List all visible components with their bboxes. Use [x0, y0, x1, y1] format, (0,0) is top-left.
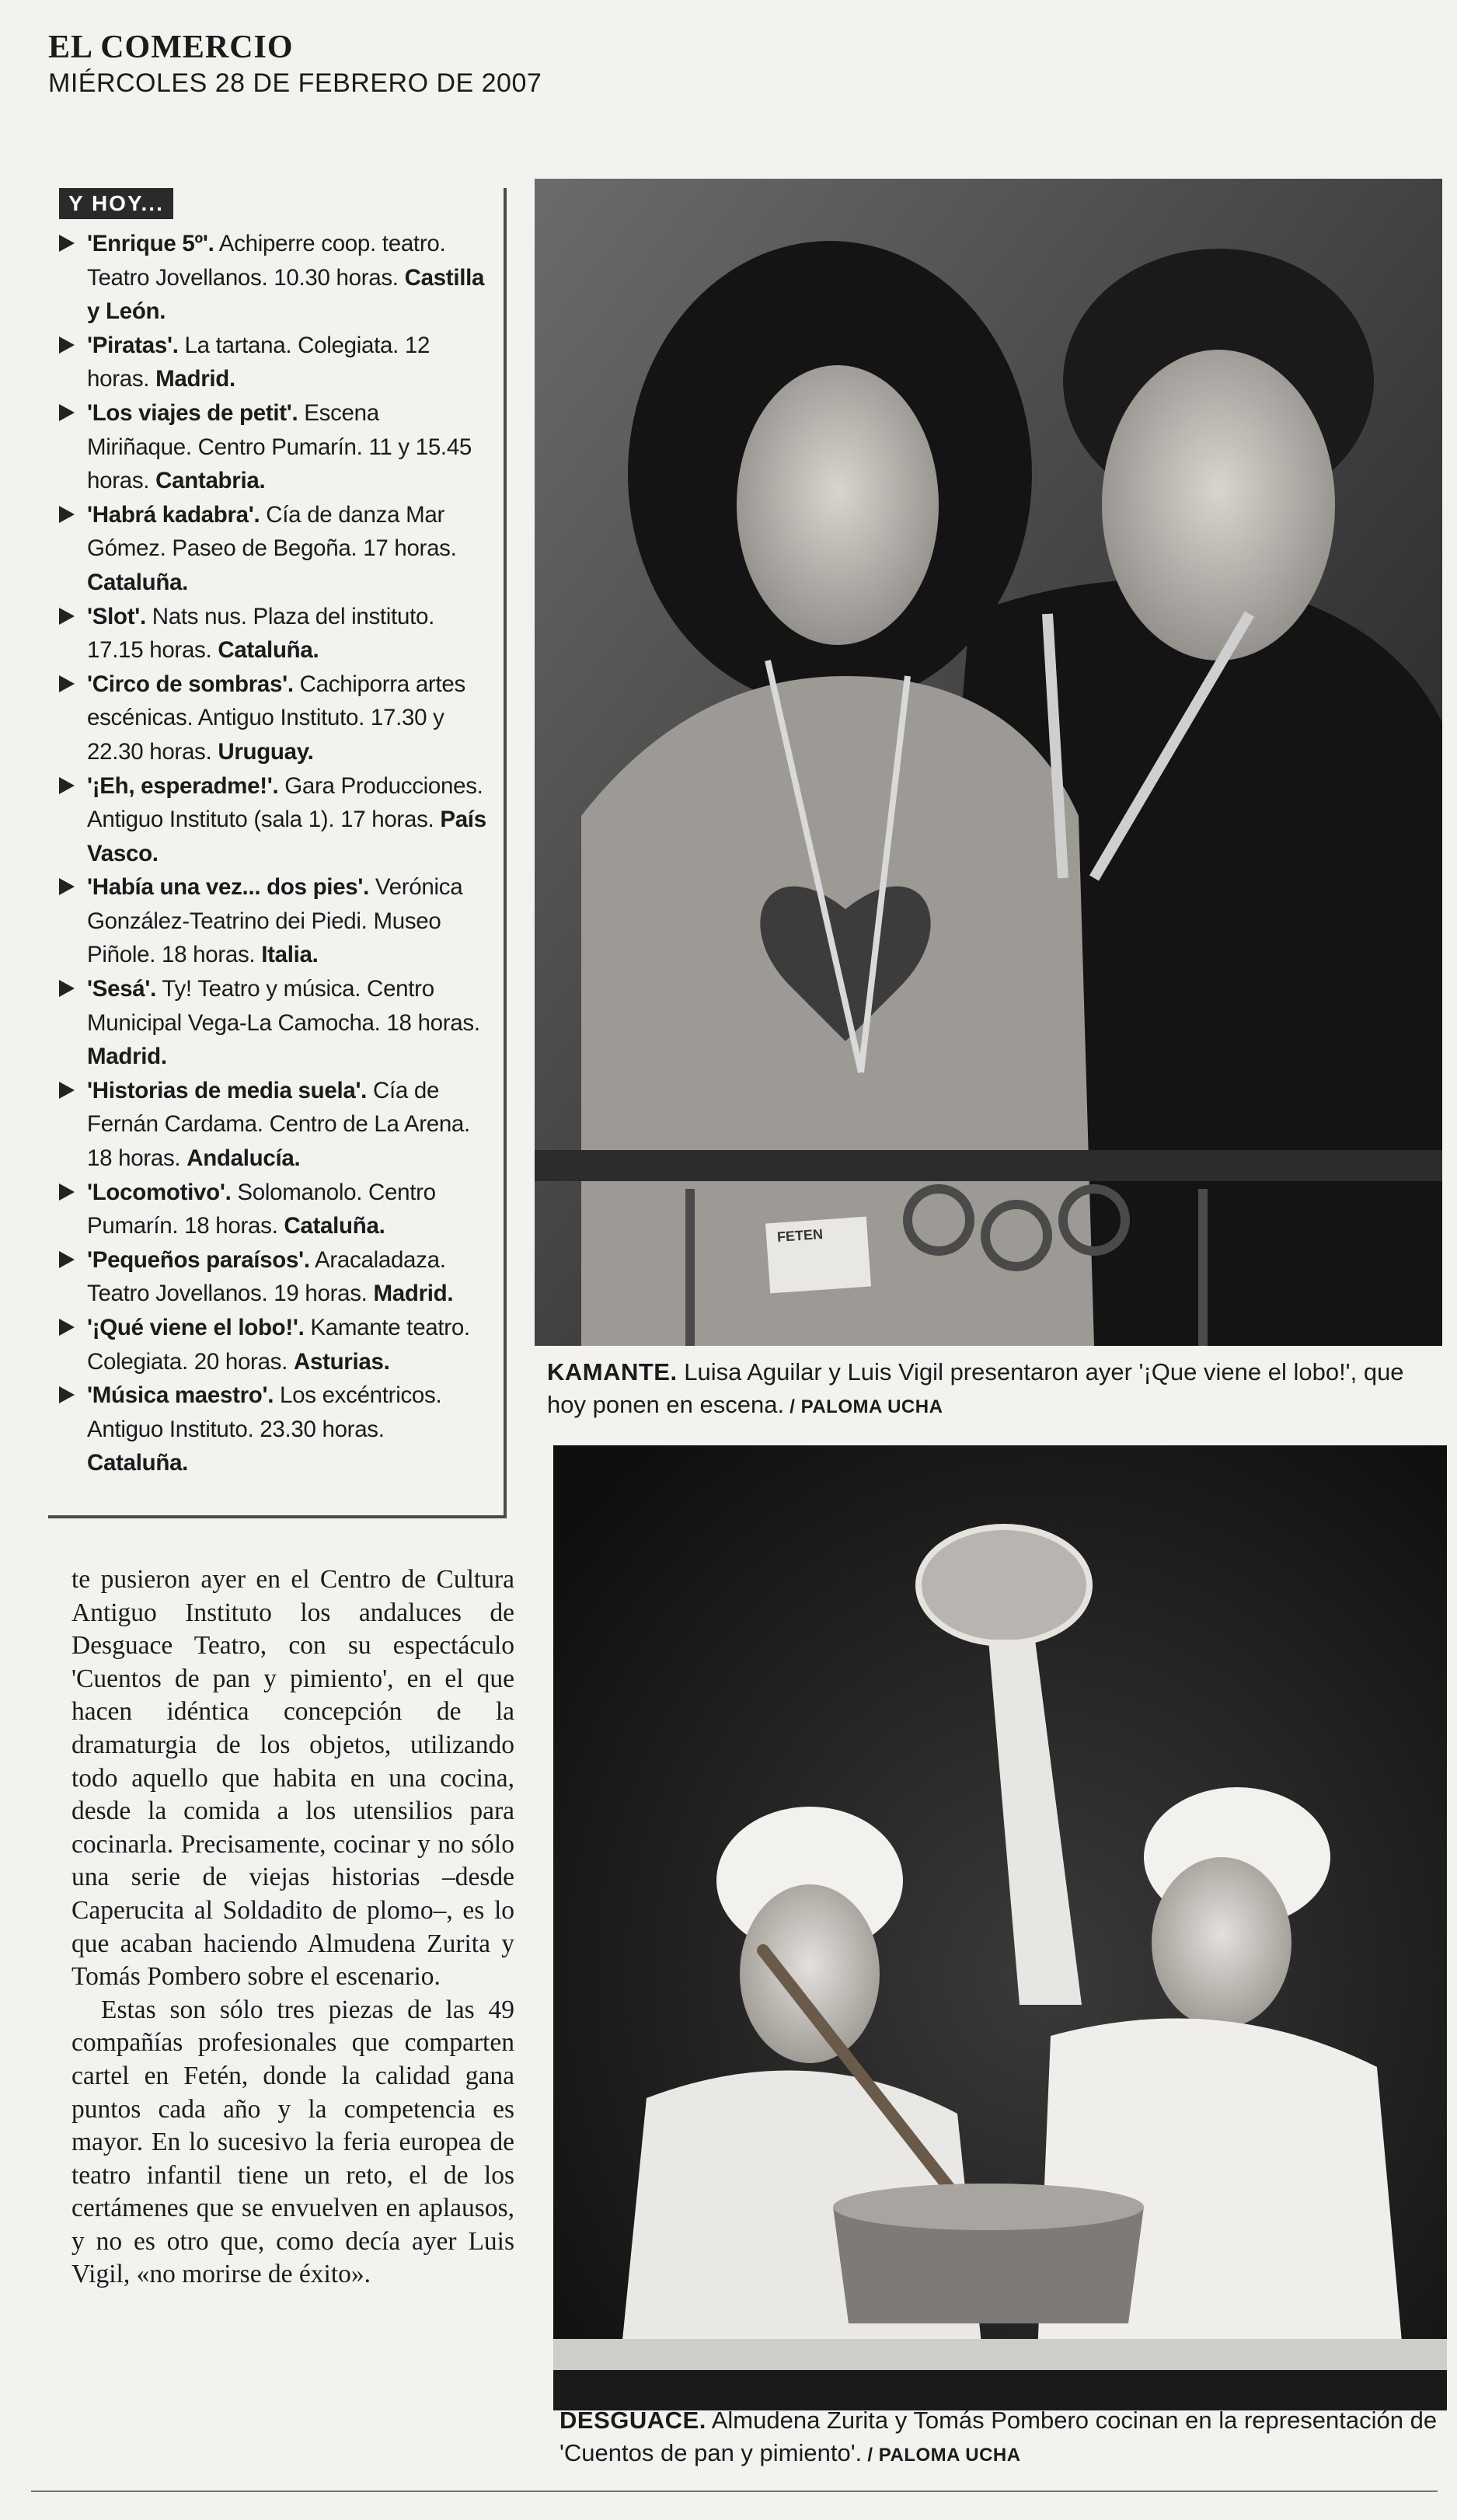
article-paragraph: Estas son sólo tres piezas de las 49 compañías profesionales que comparten cartel en Fetén, donde la calidad gana puntos cada año y la competencia es mayor. En lo sucesivo la feria europea de teatro infantil tiene un reto, el de los certámenes que se envuelven en aplausos, y no es otro que, como decía ayer Luis Vigil, «no morirse de éxito». — [71, 1995, 514, 2289]
caption-head: KAMANTE. — [547, 1358, 678, 1385]
arrow-bullet-icon — [59, 235, 75, 252]
desguace-caption — [559, 2404, 1445, 2472]
list-item — [53, 1074, 488, 1176]
masthead — [48, 31, 542, 99]
arrow-bullet-icon — [59, 878, 75, 895]
event-title: 'Piratas'. — [87, 332, 179, 358]
event-origin: Andalucía. — [186, 1145, 301, 1172]
event-details: Nats nus. Plaza del instituto. 17.15 horas. — [87, 603, 434, 664]
photo-credit: / PALOMA UCHA — [862, 2445, 1021, 2466]
event-details: Escena Miriñaque. Centro Pumarín. 11 y 15.45 horas. — [87, 399, 472, 494]
list-item — [53, 1379, 488, 1480]
event-title: 'Slot'. — [87, 603, 146, 629]
event-title: '¡Eh, esperadme!'. — [87, 772, 279, 799]
event-origin: Madrid. — [87, 1044, 167, 1070]
events-list — [48, 227, 504, 1480]
event-origin: Cataluña. — [87, 569, 189, 595]
event-origin: Cataluña. — [87, 1450, 189, 1476]
arrow-bullet-icon — [59, 336, 75, 354]
caption-text: Luisa Aguilar y Luis Vigil presentaron ayer '¡Que viene el lobo!', que hoy ponen en escena. — [547, 1358, 1404, 1418]
kamante-photo-image — [535, 179, 1442, 1346]
issue-date: MIÉRCOLES 28 DE FEBRERO DE 2007 — [48, 68, 542, 98]
list-item — [53, 1243, 488, 1311]
event-title: 'Enrique 5º'. — [87, 231, 214, 256]
list-item — [53, 870, 488, 972]
bottom-rule — [31, 2490, 1438, 2492]
event-details: Cachiporra artes escénicas. Antiguo Instituto. 17.30 y 22.30 horas. — [87, 671, 465, 765]
event-details: Achiperre coop. teatro. Teatro Jovellanos. 10.30 horas. — [87, 231, 446, 291]
list-item — [53, 329, 488, 396]
event-title: 'Música maestro'. — [87, 1382, 274, 1409]
photo-credit: / PALOMA UCHA — [784, 1396, 943, 1417]
event-origin: Uruguay. — [218, 738, 314, 765]
arrow-bullet-icon — [59, 506, 75, 523]
event-title: 'Circo de sombras'. — [87, 671, 294, 697]
event-details: La tartana. Colegiata. 12 horas. — [87, 332, 430, 392]
desguace-photo — [553, 1445, 1447, 2410]
event-origin: País Vasco. — [87, 807, 486, 866]
event-details: Verónica González-Teatrino dei Piedi. Museo Piñole. 18 horas. — [87, 874, 463, 968]
event-title: 'Locomotivo'. — [87, 1179, 232, 1205]
list-item — [53, 227, 488, 329]
article-paragraph: te pusieron ayer en el Centro de Cultura Antiguo Instituto los andaluces de Desguace Teatro, con su espectáculo 'Cuentos de pan y pimiento', en el que hacen idéntica concepción de la dramaturgia de los objetos, utilizando todo aquello que habita en una cocina, desde la comida a los utensilios para cocinarla. Precisamente, cocinar y no sólo una serie de viejas historias –desde Caperucita al Soldadito de plomo–, es lo que acaban haciendo Almudena Zurita y Tomás Pombero sobre el escenario. — [71, 1565, 514, 1992]
event-title: 'Pequeños paraísos'. — [87, 1246, 310, 1273]
list-item — [53, 1176, 488, 1243]
event-details: Cía de Fernán Cardama. Centro de La Arena. 18 horas. — [87, 1077, 470, 1172]
event-details: Cía de danza Mar Gómez. Paseo de Begoña. 17 horas. — [87, 501, 457, 562]
arrow-bullet-icon — [59, 1183, 75, 1201]
event-origin: Madrid. — [373, 1281, 454, 1307]
festival-badge-text: FETEN — [776, 1225, 824, 1246]
list-item — [53, 1311, 488, 1379]
event-origin: Cataluña. — [284, 1213, 385, 1239]
kamante-photo — [535, 179, 1442, 1346]
event-origin: Asturias. — [293, 1348, 390, 1375]
arrow-bullet-icon — [59, 980, 75, 997]
list-item — [53, 972, 488, 1074]
event-origin: Italia. — [261, 942, 319, 968]
event-origin: Madrid. — [155, 366, 235, 392]
caption-text: Almudena Zurita y Tomás Pombero cocinan en la representación de 'Cuentos de pan y pimiento'. — [559, 2407, 1438, 2466]
event-details: Los excéntricos. Antiguo Instituto. 23.30 horas. — [87, 1382, 442, 1442]
arrow-bullet-icon — [59, 1251, 75, 1268]
list-item — [53, 396, 488, 498]
arrow-bullet-icon — [59, 675, 75, 692]
event-title: 'Había una vez... dos pies'. — [87, 874, 370, 901]
arrow-bullet-icon — [59, 608, 75, 625]
event-details: Aracaladaza. Teatro Jovellanos. 19 horas. — [87, 1246, 446, 1307]
caption-head: DESGUACE. — [559, 2407, 706, 2434]
arrow-bullet-icon — [59, 777, 75, 794]
event-details: Ty! Teatro y música. Centro Municipal Vega-La Camocha. 18 horas. — [87, 976, 480, 1036]
event-title: 'Los viajes de petit'. — [87, 399, 298, 426]
newspaper-name: EL COMERCIO — [48, 30, 294, 65]
arrow-bullet-icon — [59, 404, 75, 421]
event-title: 'Sesá'. — [87, 976, 157, 1002]
event-origin: Cantabria. — [155, 468, 266, 494]
events-sidebar — [48, 188, 507, 1518]
event-title: '¡Qué viene el lobo!'. — [87, 1315, 305, 1340]
event-origin: Cataluña. — [218, 637, 319, 664]
article-body — [71, 1563, 514, 2292]
event-details: Gara Producciones. Antiguo Instituto (sala 1). 17 horas. — [87, 772, 483, 833]
list-item — [53, 667, 488, 769]
arrow-bullet-icon — [59, 1386, 75, 1403]
event-origin: Castilla y León. — [87, 264, 485, 325]
list-item — [53, 498, 488, 600]
list-item — [53, 600, 488, 667]
desguace-photo-image — [553, 1445, 1447, 2410]
kamante-caption — [547, 1356, 1441, 1424]
arrow-bullet-icon — [59, 1082, 75, 1099]
event-title: 'Habrá kadabra'. — [87, 501, 260, 528]
event-details: Solomanolo. Centro Pumarín. 18 horas. — [87, 1179, 436, 1239]
arrow-bullet-icon — [59, 1319, 75, 1336]
sidebar-header: Y HOY... — [59, 188, 173, 219]
event-details: Kamante teatro. Colegiata. 20 horas. — [87, 1315, 470, 1375]
event-title: 'Historias de media suela'. — [87, 1077, 368, 1103]
list-item — [53, 769, 488, 871]
